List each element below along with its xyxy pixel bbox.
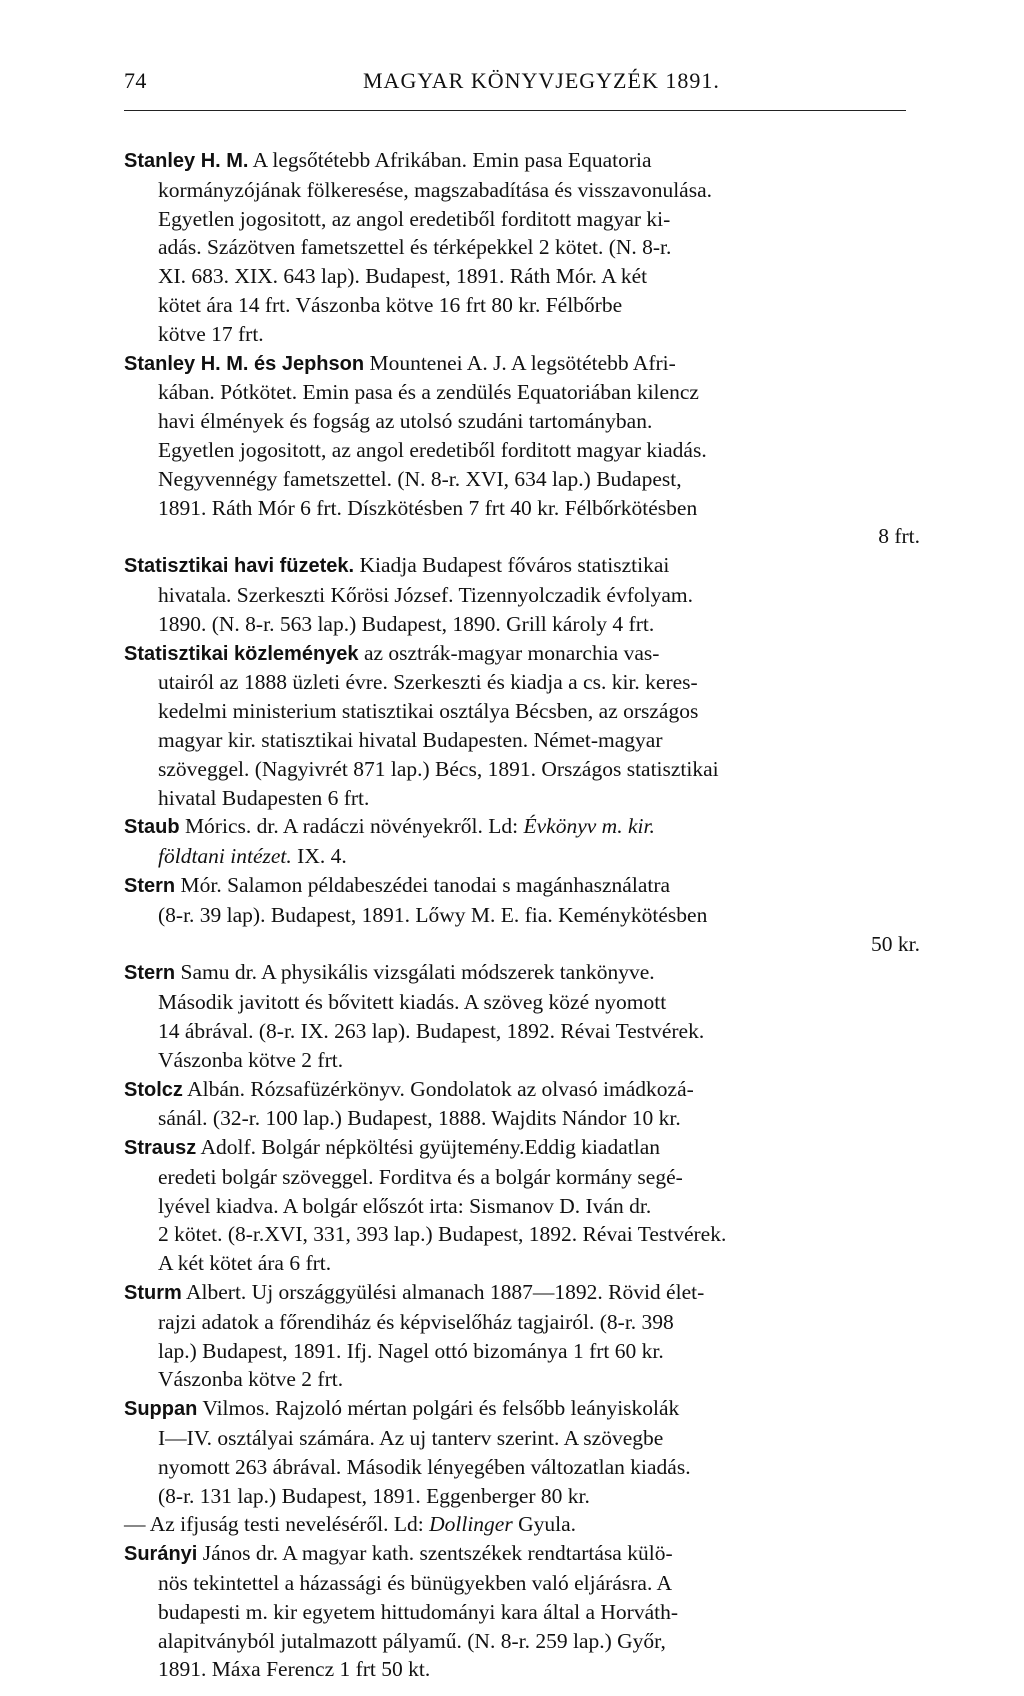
entry-line: magyar kir. statisztikai hivatal Budapesten. Német-magyar xyxy=(158,727,663,752)
entry-line xyxy=(124,842,920,871)
entry-author: Stolcz xyxy=(124,1078,183,1101)
entry-line: budapesti m. kir egyetem hittudományi kara által a Horváth- xyxy=(158,1599,679,1624)
entry-title: Vilmos. Rajzoló mértan polgári és felsőbb leányiskolák xyxy=(197,1396,680,1421)
entry-line: alapitványból jutalmazott pályamű. (N. 8-r. 259 lap.) Győr, xyxy=(158,1628,666,1653)
entry-title: A legsőtétebb Afrikában. Emin pasa Equatoria xyxy=(248,148,652,172)
entry-first-line xyxy=(124,146,920,176)
entry-title: Adolf. Bolgár népköltési gyüjtemény.Eddig kiadatlan xyxy=(196,1135,661,1160)
entry-author: Staub xyxy=(124,816,180,839)
entry-line: 1890. (N. 8-r. 563 lap.) Budapest, 1890. Grill károly 4 frt. xyxy=(158,611,655,636)
entry-line: Második javitott és bővitett kiadás. A szöveg közé nyomott xyxy=(158,990,667,1015)
entry-line: (8-r. 131 lap.) Budapest, 1891. Eggenberger 80 kr. xyxy=(158,1483,590,1508)
entry-line: Vászonba kötve 2 frt. xyxy=(158,1047,344,1072)
entry-title: Mountenei A. J. A legsötétebb Afri- xyxy=(364,350,676,375)
entry-first-line xyxy=(124,1394,920,1424)
entry-title: János dr. A magyar kath. szentszékek rendtartása külö- xyxy=(197,1541,673,1566)
entry-line: A két kötet ára 6 frt. xyxy=(158,1251,332,1276)
entry-title: Az ifjuság testi neveléséről. Ld: xyxy=(145,1512,424,1537)
header-rule xyxy=(124,110,906,111)
entry-line: szöveggel. (Nagyivrét 871 lap.) Bécs, 1891. Országos statisztikai xyxy=(158,756,719,781)
entry-price: 50 kr. xyxy=(871,931,920,956)
catalog-entry xyxy=(124,1510,920,1539)
entry-first-line xyxy=(124,871,920,901)
entry-first-line xyxy=(124,1075,920,1105)
entry-author: Strausz xyxy=(124,1137,197,1160)
entry-title: az osztrák-magyar monarchia vas- xyxy=(358,640,660,665)
entry-line: kötve 17 frt. xyxy=(158,321,264,346)
entry-author: Stanley H. M. és Jephson xyxy=(124,352,365,375)
entry-first-line xyxy=(124,958,920,988)
entry-first-line xyxy=(124,349,920,379)
catalog-entry xyxy=(124,1075,920,1134)
running-title: MAGYAR KÖNYVJEGYZÉK 1891. xyxy=(363,68,720,93)
entry-reference-volume: IX. 4. xyxy=(291,844,347,869)
entry-line: Vászonba kötve 2 frt. xyxy=(158,1367,344,1392)
catalog-entry xyxy=(124,349,920,552)
entry-author: Stern xyxy=(124,962,176,985)
entry-title: Albán. Rózsafüzérkönyv. Gondolatok az olvasó imádkozá- xyxy=(182,1076,694,1101)
entry-author: Statisztikai közlemények xyxy=(124,642,359,665)
entry-line: XI. 683. XIX. 643 lap). Budapest, 1891. Ráth Mór. A két xyxy=(158,264,648,289)
catalog-entry xyxy=(124,1278,920,1394)
entry-title: Mór. Salamon példabeszédei tanodai s magánhasználatra xyxy=(175,872,671,897)
entry-author: Suppan xyxy=(124,1398,198,1421)
entry-first-line xyxy=(124,551,920,581)
catalog-entry xyxy=(124,551,920,638)
entry-line: kában. Pótkötet. Emin pasa és a zendülés Equatoriában kilencz xyxy=(158,380,699,405)
entry-line: havi élmények és fogság az utolsó szudáni tartományban. xyxy=(158,409,653,434)
entry-line: hivatal Budapesten 6 frt. xyxy=(158,785,370,810)
entry-line: hivatala. Szerkeszti Kőrösi József. Tizennyolczadik évfolyam. xyxy=(158,582,693,607)
entry-line: Egyetlen jogositott, az angol eredetiből forditott magyar kiadás. xyxy=(158,437,707,462)
entry-line: 1891. Ráth Mór 6 frt. Díszkötésben 7 frt 40 kr. Félbőrkötésben xyxy=(158,495,698,520)
entry-title: Mórics. dr. A radáczi növényekről. Ld: xyxy=(179,814,519,839)
entry-reference-tail: Gyula. xyxy=(512,1512,577,1537)
catalog-entry xyxy=(124,1539,920,1684)
entry-author: Sturm xyxy=(124,1282,182,1305)
entry-first-line xyxy=(124,1133,920,1163)
entry-line: 1891. Máxa Ferencz 1 frt 50 kt. xyxy=(158,1657,431,1682)
entry-first-line xyxy=(124,812,920,842)
entry-reference-cont: földtani intézet. xyxy=(158,844,292,869)
entry-line: lyével kiadva. A bolgár előszót irta: Sismanov D. Iván dr. xyxy=(158,1193,652,1218)
catalog-entry xyxy=(124,871,920,958)
catalog-entry xyxy=(124,639,920,813)
entry-first-line xyxy=(124,639,920,669)
entry-line: kedelmi ministerium statisztikai osztálya Bécsben, az országos xyxy=(158,699,699,724)
entry-reference: Dollinger xyxy=(423,1512,513,1537)
entry-first-line xyxy=(124,1510,920,1539)
entry-line: eredeti bolgár szöveggel. Forditva és a bolgár kormány segé- xyxy=(158,1164,683,1189)
entry-line: kormányzójának fölkeresése, magszabadítása és visszavonulása. xyxy=(158,177,713,202)
entry-line: I—IV. osztályai számára. Az uj tanterv szerint. A szövegbe xyxy=(158,1426,664,1451)
entry-author: Statisztikai havi füzetek. xyxy=(124,555,355,578)
repeat-author-dash: — xyxy=(124,1512,146,1537)
entry-line: rajzi adatok a főrendiház és képviselőház tagjairól. (8-r. 398 xyxy=(158,1309,674,1334)
running-head xyxy=(124,68,906,104)
entry-first-line xyxy=(124,1539,920,1569)
entry-author: Stanley H. M. xyxy=(124,150,249,172)
catalog-entry xyxy=(124,146,920,349)
catalog-entries xyxy=(124,146,920,1684)
entry-line: nyomott 263 ábrával. Második lényegében változatlan kiadás. xyxy=(158,1454,691,1479)
entry-line: kötet ára 14 frt. Vászonba kötve 16 frt 80 kr. Félbőrbe xyxy=(158,292,623,317)
entry-reference: Évkönyv m. kir. xyxy=(518,814,655,839)
entry-line: utairól az 1888 üzleti évre. Szerkeszti és kiadja a cs. kir. keres- xyxy=(158,670,698,695)
entry-author: Stern xyxy=(124,874,176,897)
entry-line: sánál. (32-r. 100 lap.) Budapest, 1888. Wajdits Nándor 10 kr. xyxy=(158,1106,681,1131)
entry-line: 2 kötet. (8-r.XVI, 331, 393 lap.) Budapest, 1892. Révai Testvérek. xyxy=(158,1222,727,1247)
catalog-entry xyxy=(124,1394,920,1510)
entry-line: nös tekintettel a házassági és bünügyekben való eljárásra. A xyxy=(158,1571,673,1596)
entry-title: Albert. Uj országgyülési almanach 1887—1892. Rövid élet- xyxy=(181,1280,705,1305)
entry-price: 8 frt. xyxy=(878,524,920,549)
catalog-entry xyxy=(124,812,920,871)
catalog-entry xyxy=(124,1133,920,1278)
page-number: 74 xyxy=(124,68,147,93)
entry-title: Kiadja Budapest főváros statisztikai xyxy=(354,553,670,578)
entry-line: 14 ábrával. (8-r. IX. 263 lap). Budapest, 1892. Révai Testvérek. xyxy=(158,1018,705,1043)
entry-line: lap.) Budapest, 1891. Ifj. Nagel ottó bizománya 1 frt 60 kr. xyxy=(158,1338,664,1363)
entry-line: Negyvennégy fametszettel. (N. 8-r. XVI, 634 lap.) Budapest, xyxy=(158,466,682,491)
entry-author: Surányi xyxy=(124,1543,198,1566)
entry-first-line xyxy=(124,1278,920,1308)
entry-title: Samu dr. A physikális vizsgálati módszerek tankönyve. xyxy=(175,960,655,985)
entry-line: (8-r. 39 lap). Budapest, 1891. Lőwy M. E. fia. Keménykötésben xyxy=(158,902,708,927)
entry-line: adás. Százötven fametszettel és térképekkel 2 kötet. (N. 8-r. xyxy=(158,235,672,260)
entry-line: Egyetlen jogositott, az angol eredetiből forditott magyar ki- xyxy=(158,206,671,231)
catalog-entry xyxy=(124,958,920,1074)
